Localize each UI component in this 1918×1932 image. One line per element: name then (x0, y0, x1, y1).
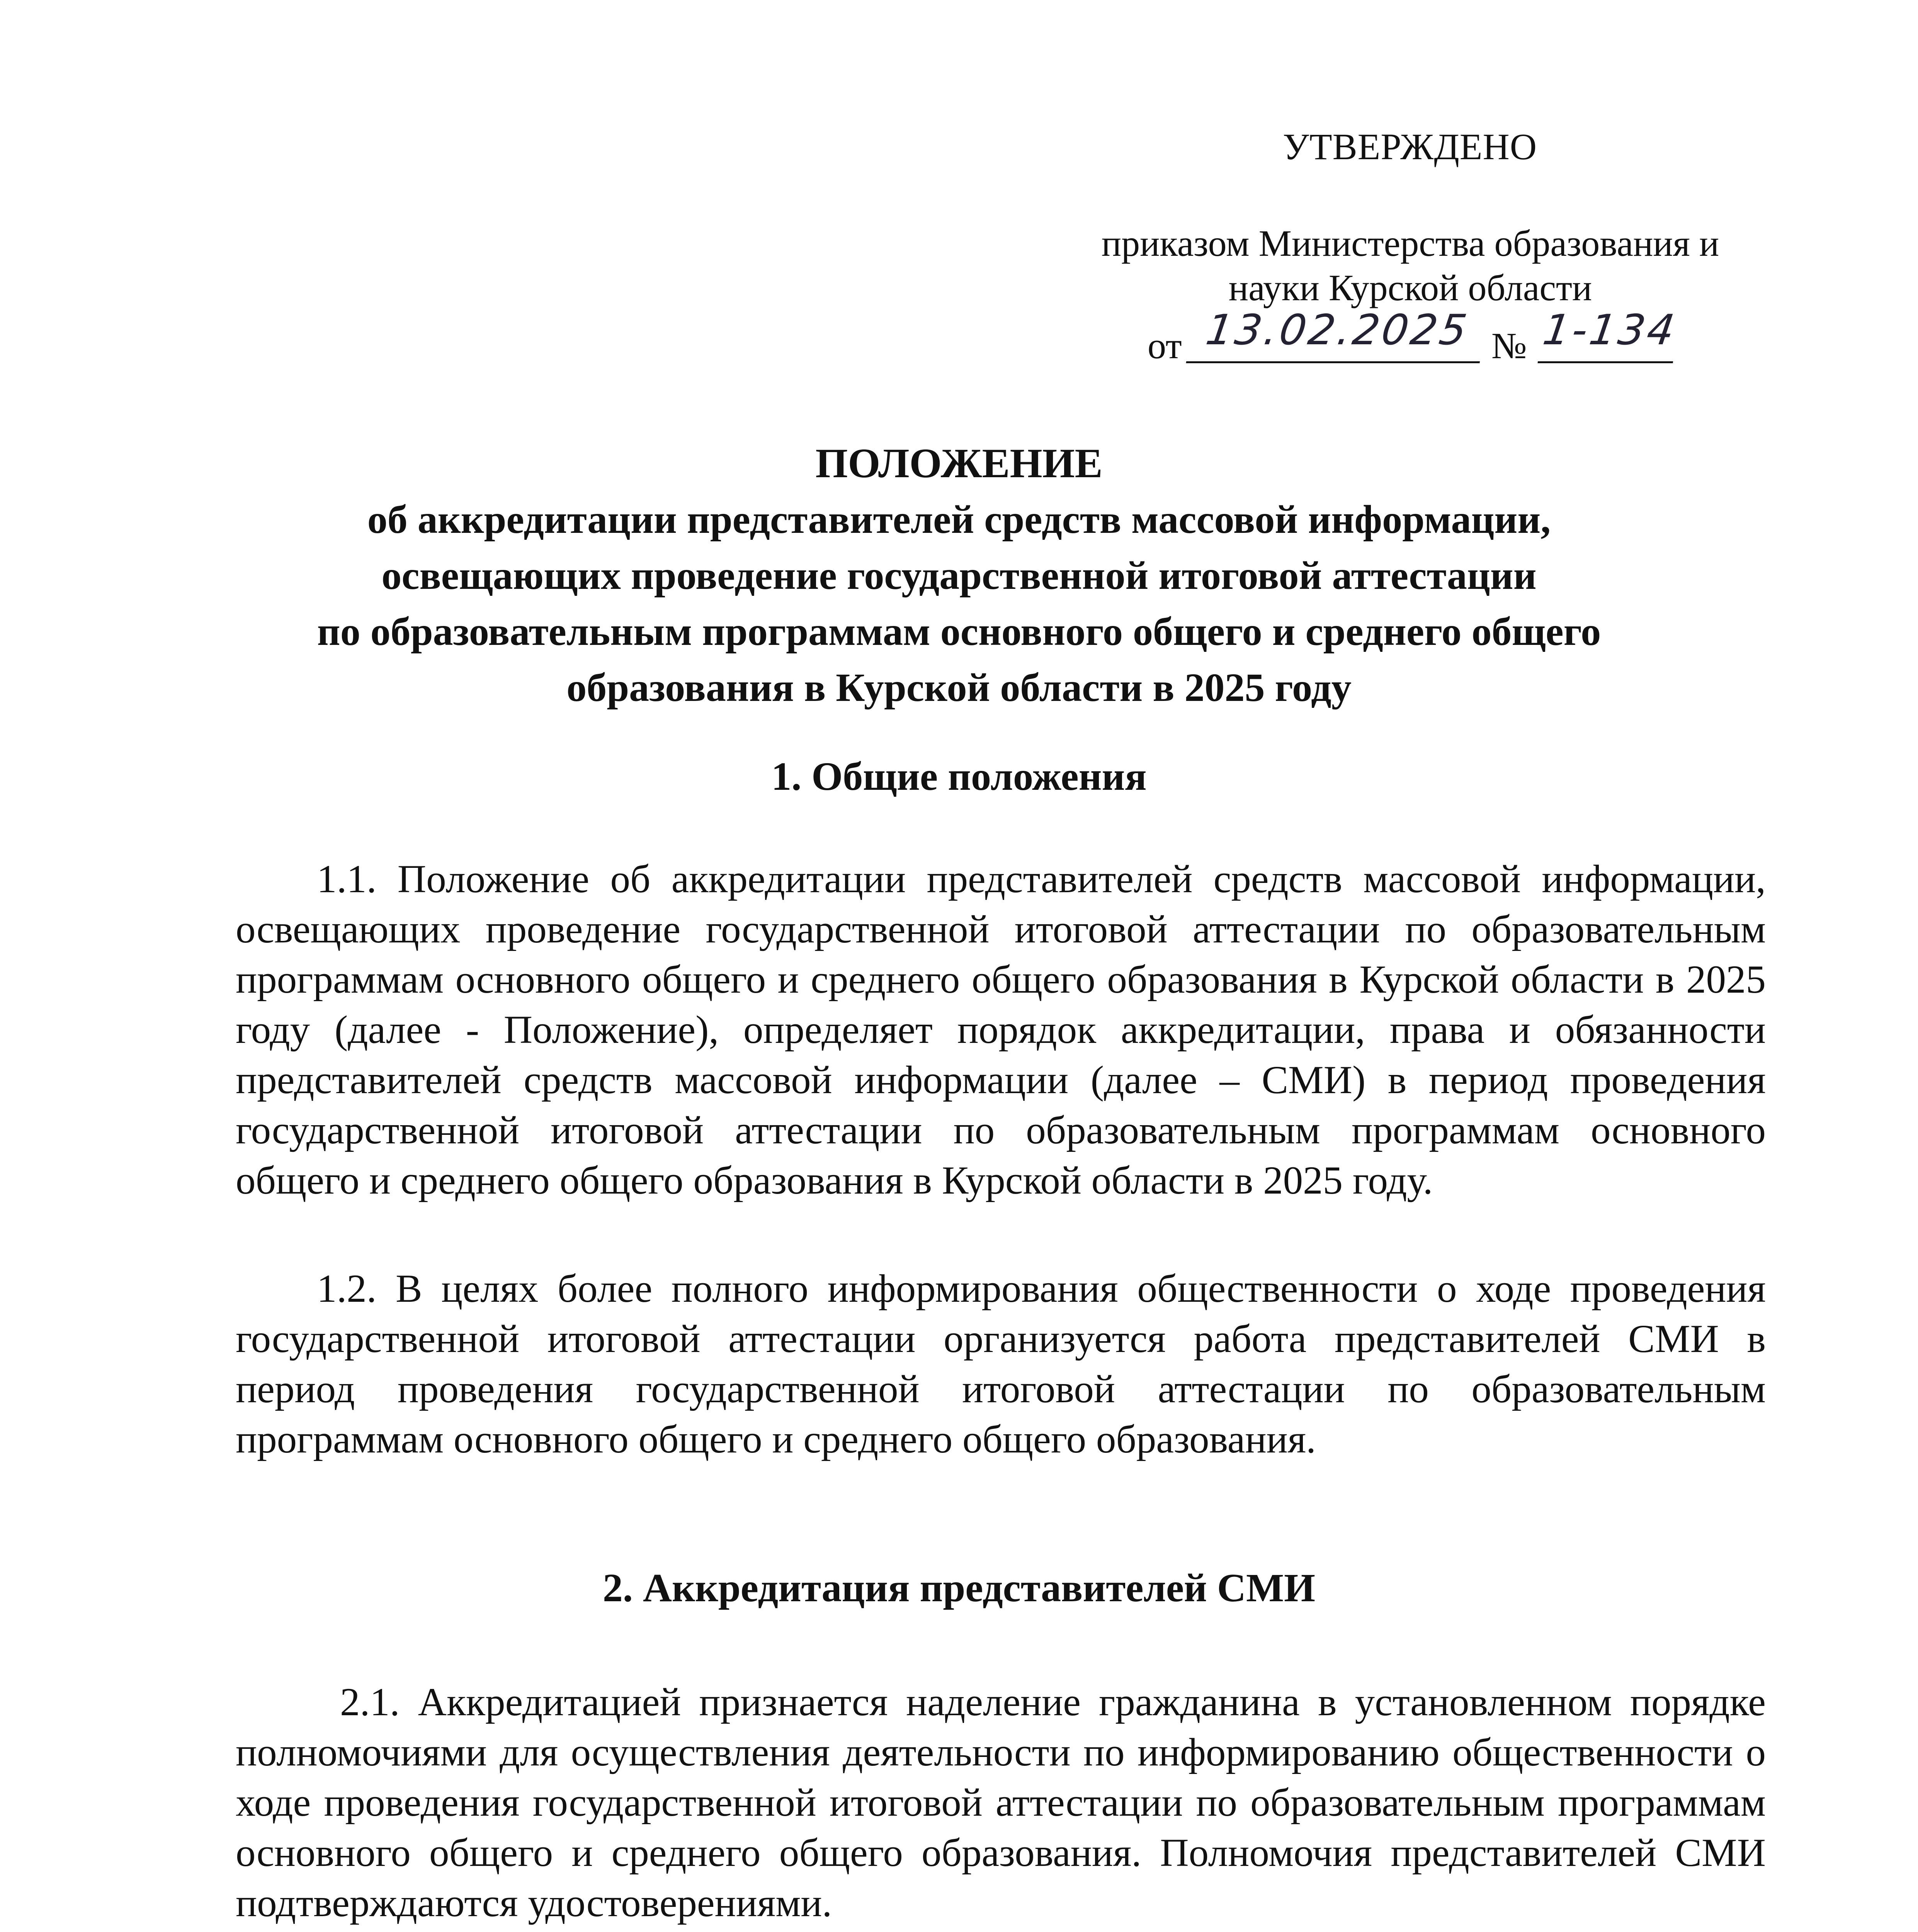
paragraph-1-1: 1.1. Положение об аккредитации представителей средств массовой информации, освещающих проведение государственной итоговой аттестации по образовательным программам основного общего и среднего общего образования в Курской области в 2025 году (далее - Положение), определяет порядок аккредитации, права и обязанности представителей средств массовой информации (далее – СМИ) в период проведения государственной итоговой аттестации по образовательным программам основного общего и среднего общего образования в Курской области в 2025 году. (236, 857, 1766, 1202)
section-2-heading: 2. Аккредитация представителей СМИ (602, 1566, 1316, 1610)
handwritten-order-number: 1-134 (1537, 305, 1681, 363)
document-subtitle-line-4: образования в Курской области в 2025 году (566, 665, 1352, 710)
document-subtitle-line-1: об аккредитации представителей средств массовой информации, (367, 497, 1551, 542)
section-1-heading: 1. Общие положения (771, 754, 1147, 799)
document-subtitle-line-3: по образовательным программам основного общего и среднего общего (317, 609, 1601, 654)
paragraph-1-2: 1.2. В целях более полного информирования общественности о ходе проведения государственной итоговой аттестации организуется работа представителей СМИ в период проведения государственной итоговой аттестации по образовательным программам основного общего и среднего общего образования. (236, 1267, 1766, 1461)
document-subtitle-line-2: освещающих проведение государственной итоговой аттестации (381, 553, 1537, 598)
handwritten-date: 13.02.2025 (1186, 305, 1488, 363)
number-label: № (1491, 325, 1527, 366)
order-issuer-line-2: науки Курской области (1228, 267, 1592, 308)
date-label: от (1148, 325, 1182, 366)
order-issuer-line-1: приказом Министерства образования и (1101, 223, 1719, 264)
document-title: ПОЛОЖЕНИЕ (815, 440, 1103, 486)
paragraph-2-1: 2.1. Аккредитацией признается наделение гражданина в установленном порядке полномочиями для осуществления деятельности по информированию общественности о ходе проведения государственной итоговой аттестации по образовательным программам основного общего и среднего общего образования. Полномочия представителей СМИ подтверждаются удостоверениями. (236, 1680, 1766, 1925)
approval-label: УТВЕРЖДЕНО (1283, 126, 1537, 167)
